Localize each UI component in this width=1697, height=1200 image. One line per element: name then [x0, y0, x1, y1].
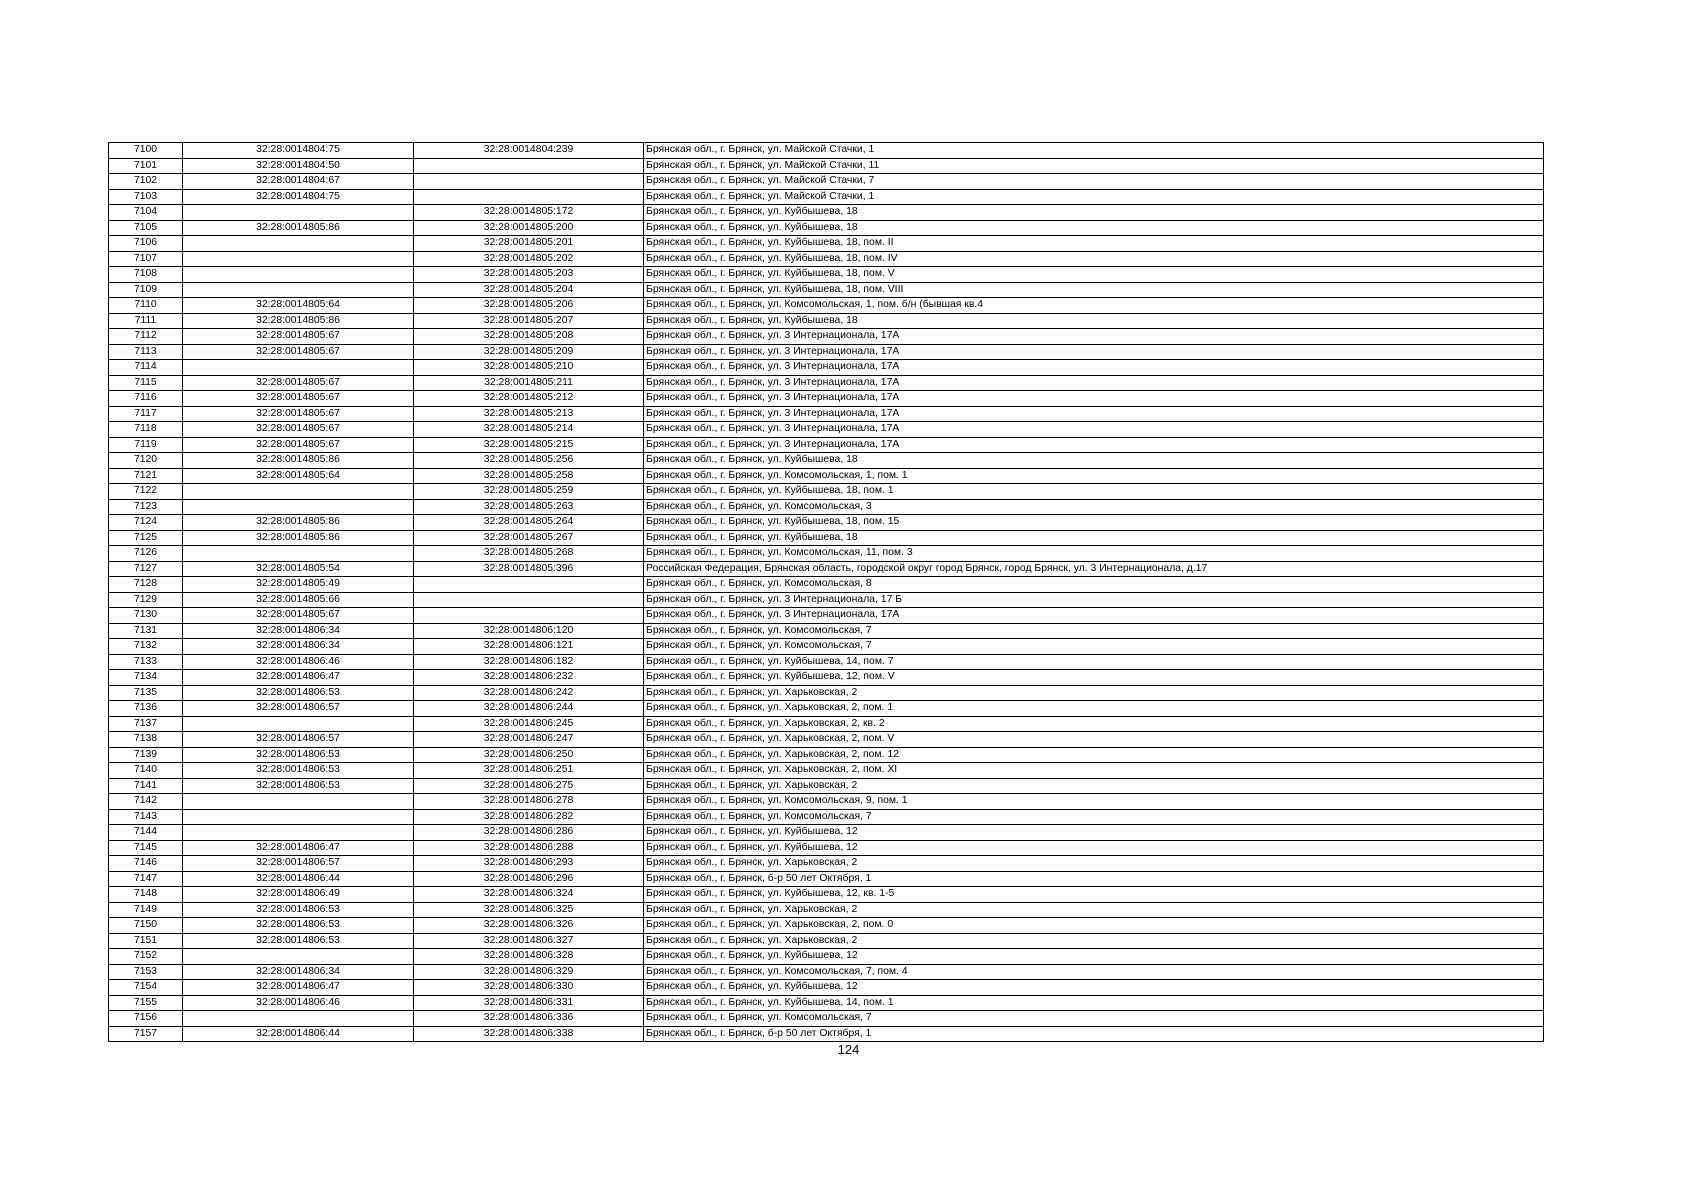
row-number-cell: 7100 [109, 143, 183, 159]
address-cell: Брянская обл., г. Брянск, ул. Комсомольская, 7, пом. 4 [644, 964, 1544, 980]
address-cell: Брянская обл., г. Брянск, ул. Куйбышева, 12, кв. 1-5 [644, 887, 1544, 903]
row-number-cell: 7137 [109, 716, 183, 732]
address-cell: Брянская обл., г. Брянск, ул. Комсомольская, 7 [644, 809, 1544, 825]
address-cell: Брянская обл., г. Брянск, ул. 3 Интернационала, 17А [644, 391, 1544, 407]
building-cadastral-cell: 32:28:0014805:215 [414, 437, 644, 453]
building-cadastral-cell: 32:28:0014805:210 [414, 360, 644, 376]
address-cell: Брянская обл., г. Брянск, ул. 3 Интернационала, 17А [644, 608, 1544, 624]
land-cadastral-cell: 32:28:0014805:86 [183, 530, 414, 546]
table-row [109, 794, 1544, 810]
land-cadastral-cell: 32:28:0014806:47 [183, 670, 414, 686]
row-number-cell: 7142 [109, 794, 183, 810]
land-cadastral-cell [183, 484, 414, 500]
table-row [109, 189, 1544, 205]
row-number-cell: 7130 [109, 608, 183, 624]
table-row [109, 933, 1544, 949]
table-row [109, 546, 1544, 562]
table-row [109, 1026, 1544, 1042]
land-cadastral-cell [183, 251, 414, 267]
register-table [108, 142, 1544, 1042]
address-cell: Брянская обл., г. Брянск, ул. Куйбышева, 18, пом. 1 [644, 484, 1544, 500]
land-cadastral-cell: 32:28:0014806:44 [183, 1026, 414, 1042]
row-number-cell: 7129 [109, 592, 183, 608]
address-cell: Брянская обл., г. Брянск, ул. Куйбышева, 18 [644, 453, 1544, 469]
building-cadastral-cell: 32:28:0014806:250 [414, 747, 644, 763]
address-cell: Российская Федерация, Брянская область, городской округ город Брянск, город Брянск, ул. 3 Интернационала, д.17 [644, 561, 1544, 577]
table-row [109, 515, 1544, 531]
row-number-cell: 7103 [109, 189, 183, 205]
address-cell: Брянская обл., г. Брянск, ул. Харьковская, 2 [644, 902, 1544, 918]
address-cell: Брянская обл., г. Брянск, ул. 3 Интернационала, 17А [644, 406, 1544, 422]
table-row [109, 205, 1544, 221]
building-cadastral-cell [414, 592, 644, 608]
address-cell: Брянская обл., г. Брянск, ул. Куйбышева, 12 [644, 980, 1544, 996]
row-number-cell: 7108 [109, 267, 183, 283]
land-cadastral-cell [183, 360, 414, 376]
building-cadastral-cell: 32:28:0014806:328 [414, 949, 644, 965]
row-number-cell: 7140 [109, 763, 183, 779]
address-cell: Брянская обл., г. Брянск, ул. Комсомольская, 3 [644, 499, 1544, 515]
row-number-cell: 7149 [109, 902, 183, 918]
row-number-cell: 7101 [109, 158, 183, 174]
row-number-cell: 7152 [109, 949, 183, 965]
land-cadastral-cell: 32:28:0014806:53 [183, 685, 414, 701]
building-cadastral-cell: 32:28:0014806:242 [414, 685, 644, 701]
address-cell: Брянская обл., г. Брянск, ул. Комсомольская, 9, пом. 1 [644, 794, 1544, 810]
row-number-cell: 7133 [109, 654, 183, 670]
row-number-cell: 7110 [109, 298, 183, 314]
address-cell: Брянская обл., г. Брянск, ул. Комсомольская, 11, пом. 3 [644, 546, 1544, 562]
table-row [109, 980, 1544, 996]
address-cell: Брянская обл., г. Брянск, ул. Куйбышева, 12, пом. V [644, 670, 1544, 686]
land-cadastral-cell: 32:28:0014805:86 [183, 515, 414, 531]
address-cell: Брянская обл., г. Брянск, ул. Майской Стачки, 1 [644, 143, 1544, 159]
table-row [109, 763, 1544, 779]
building-cadastral-cell [414, 608, 644, 624]
row-number-cell: 7143 [109, 809, 183, 825]
address-cell: Брянская обл., г. Брянск, б-р 50 лет Октября, 1 [644, 1026, 1544, 1042]
land-cadastral-cell: 32:28:0014806:53 [183, 763, 414, 779]
land-cadastral-cell [183, 282, 414, 298]
row-number-cell: 7151 [109, 933, 183, 949]
land-cadastral-cell: 32:28:0014804:75 [183, 143, 414, 159]
row-number-cell: 7119 [109, 437, 183, 453]
building-cadastral-cell: 32:28:0014806:293 [414, 856, 644, 872]
building-cadastral-cell: 32:28:0014805:212 [414, 391, 644, 407]
address-cell: Брянская обл., г. Брянск, ул. Майской Стачки, 7 [644, 174, 1544, 190]
address-cell: Брянская обл., г. Брянск, ул. Комсомольская, 7 [644, 1011, 1544, 1027]
table-row [109, 251, 1544, 267]
row-number-cell: 7113 [109, 344, 183, 360]
address-cell: Брянская обл., г. Брянск, ул. Майской Стачки, 1 [644, 189, 1544, 205]
land-cadastral-cell: 32:28:0014806:47 [183, 980, 414, 996]
address-cell: Брянская обл., г. Брянск, ул. Куйбышева, 18 [644, 205, 1544, 221]
building-cadastral-cell: 32:28:0014806:329 [414, 964, 644, 980]
address-cell: Брянская обл., г. Брянск, ул. Харьковская, 2 [644, 778, 1544, 794]
address-cell: Брянская обл., г. Брянск, б-р 50 лет Октября, 1 [644, 871, 1544, 887]
table-row [109, 453, 1544, 469]
row-number-cell: 7155 [109, 995, 183, 1011]
land-cadastral-cell [183, 205, 414, 221]
land-cadastral-cell: 32:28:0014804:67 [183, 174, 414, 190]
address-cell: Брянская обл., г. Брянск, ул. 3 Интернационала, 17А [644, 344, 1544, 360]
land-cadastral-cell: 32:28:0014805:67 [183, 391, 414, 407]
table-row [109, 825, 1544, 841]
table-row [109, 685, 1544, 701]
table-row [109, 995, 1544, 1011]
table-row [109, 716, 1544, 732]
table-row [109, 732, 1544, 748]
table-row [109, 902, 1544, 918]
table-row [109, 701, 1544, 717]
address-cell: Брянская обл., г. Брянск, ул. Куйбышева, 18, пом. IV [644, 251, 1544, 267]
land-cadastral-cell: 32:28:0014805:86 [183, 220, 414, 236]
building-cadastral-cell: 32:28:0014805:213 [414, 406, 644, 422]
row-number-cell: 7114 [109, 360, 183, 376]
land-cadastral-cell: 32:28:0014805:86 [183, 453, 414, 469]
address-cell: Брянская обл., г. Брянск, ул. 3 Интернационала, 17А [644, 437, 1544, 453]
building-cadastral-cell: 32:28:0014805:259 [414, 484, 644, 500]
land-cadastral-cell [183, 499, 414, 515]
row-number-cell: 7121 [109, 468, 183, 484]
address-cell: Брянская обл., г. Брянск, ул. Куйбышева, 14, пом. 7 [644, 654, 1544, 670]
address-cell: Брянская обл., г. Брянск, ул. 3 Интернационала, 17А [644, 329, 1544, 345]
building-cadastral-cell: 32:28:0014805:268 [414, 546, 644, 562]
row-number-cell: 7128 [109, 577, 183, 593]
register-table-body [109, 143, 1544, 1042]
address-cell: Брянская обл., г. Брянск, ул. Куйбышева, 12 [644, 840, 1544, 856]
land-cadastral-cell [183, 809, 414, 825]
table-row [109, 577, 1544, 593]
table-row [109, 561, 1544, 577]
building-cadastral-cell [414, 577, 644, 593]
row-number-cell: 7132 [109, 639, 183, 655]
table-row [109, 484, 1544, 500]
table-row [109, 856, 1544, 872]
land-cadastral-cell: 32:28:0014806:53 [183, 902, 414, 918]
address-cell: Брянская обл., г. Брянск, ул. Комсомольская, 8 [644, 577, 1544, 593]
address-cell: Брянская обл., г. Брянск, ул. Куйбышева, 18, пом. II [644, 236, 1544, 252]
table-row [109, 267, 1544, 283]
row-number-cell: 7131 [109, 623, 183, 639]
building-cadastral-cell: 32:28:0014805:209 [414, 344, 644, 360]
building-cadastral-cell: 32:28:0014806:251 [414, 763, 644, 779]
address-cell: Брянская обл., г. Брянск, ул. Куйбышева, 18 [644, 313, 1544, 329]
land-cadastral-cell: 32:28:0014806:57 [183, 732, 414, 748]
land-cadastral-cell: 32:28:0014805:67 [183, 406, 414, 422]
building-cadastral-cell: 32:28:0014804:239 [414, 143, 644, 159]
row-number-cell: 7127 [109, 561, 183, 577]
land-cadastral-cell: 32:28:0014805:67 [183, 375, 414, 391]
address-cell: Брянская обл., г. Брянск, ул. Харьковская, 2, пом. XI [644, 763, 1544, 779]
building-cadastral-cell: 32:28:0014805:258 [414, 468, 644, 484]
table-row [109, 608, 1544, 624]
table-row [109, 236, 1544, 252]
land-cadastral-cell [183, 236, 414, 252]
row-number-cell: 7122 [109, 484, 183, 500]
table-row [109, 530, 1544, 546]
building-cadastral-cell: 32:28:0014805:201 [414, 236, 644, 252]
row-number-cell: 7118 [109, 422, 183, 438]
land-cadastral-cell: 32:28:0014806:34 [183, 623, 414, 639]
table-row [109, 298, 1544, 314]
row-number-cell: 7135 [109, 685, 183, 701]
building-cadastral-cell: 32:28:0014806:232 [414, 670, 644, 686]
land-cadastral-cell: 32:28:0014805:67 [183, 437, 414, 453]
land-cadastral-cell: 32:28:0014805:66 [183, 592, 414, 608]
table-row [109, 313, 1544, 329]
building-cadastral-cell: 32:28:0014806:325 [414, 902, 644, 918]
row-number-cell: 7116 [109, 391, 183, 407]
table-row [109, 1011, 1544, 1027]
building-cadastral-cell: 32:28:0014806:327 [414, 933, 644, 949]
land-cadastral-cell: 32:28:0014805:67 [183, 608, 414, 624]
land-cadastral-cell: 32:28:0014806:46 [183, 995, 414, 1011]
table-row [109, 809, 1544, 825]
table-row [109, 639, 1544, 655]
address-cell: Брянская обл., г. Брянск, ул. Куйбышева, 18 [644, 530, 1544, 546]
building-cadastral-cell: 32:28:0014806:278 [414, 794, 644, 810]
land-cadastral-cell: 32:28:0014806:53 [183, 747, 414, 763]
land-cadastral-cell: 32:28:0014805:54 [183, 561, 414, 577]
building-cadastral-cell: 32:28:0014805:263 [414, 499, 644, 515]
row-number-cell: 7136 [109, 701, 183, 717]
row-number-cell: 7125 [109, 530, 183, 546]
building-cadastral-cell [414, 189, 644, 205]
building-cadastral-cell: 32:28:0014806:282 [414, 809, 644, 825]
address-cell: Брянская обл., г. Брянск, ул. Харьковская, 2 [644, 685, 1544, 701]
address-cell: Брянская обл., г. Брянск, ул. Куйбышева, 18, пом. VIII [644, 282, 1544, 298]
address-cell: Брянская обл., г. Брянск, ул. Харьковская, 2, пом. 0 [644, 918, 1544, 934]
address-cell: Брянская обл., г. Брянск, ул. Харьковская, 2 [644, 933, 1544, 949]
land-cadastral-cell: 32:28:0014806:49 [183, 887, 414, 903]
address-cell: Брянская обл., г. Брянск, ул. Куйбышева, 18, пом. 15 [644, 515, 1544, 531]
table-row [109, 329, 1544, 345]
table-row [109, 437, 1544, 453]
row-number-cell: 7124 [109, 515, 183, 531]
land-cadastral-cell [183, 267, 414, 283]
table-row [109, 282, 1544, 298]
address-cell: Брянская обл., г. Брянск, ул. 3 Интернационала, 17А [644, 422, 1544, 438]
row-number-cell: 7148 [109, 887, 183, 903]
land-cadastral-cell: 32:28:0014805:64 [183, 468, 414, 484]
land-cadastral-cell: 32:28:0014806:53 [183, 778, 414, 794]
address-cell: Брянская обл., г. Брянск, ул. Харьковская, 2, пом. V [644, 732, 1544, 748]
address-cell: Брянская обл., г. Брянск, ул. 3 Интернационала, 17А [644, 360, 1544, 376]
land-cadastral-cell: 32:28:0014805:67 [183, 422, 414, 438]
building-cadastral-cell: 32:28:0014805:264 [414, 515, 644, 531]
address-cell: Брянская обл., г. Брянск, ул. Комсомольская, 1, пом. б/н (бывшая кв.4 [644, 298, 1544, 314]
table-row [109, 747, 1544, 763]
building-cadastral-cell [414, 174, 644, 190]
land-cadastral-cell [183, 546, 414, 562]
table-row [109, 344, 1544, 360]
row-number-cell: 7146 [109, 856, 183, 872]
table-row [109, 670, 1544, 686]
address-cell: Брянская обл., г. Брянск, ул. Харьковская, 2, пом. 1 [644, 701, 1544, 717]
page-number: 124 [837, 1042, 860, 1057]
address-cell: Брянская обл., г. Брянск, ул. 3 Интернационала, 17 Б [644, 592, 1544, 608]
building-cadastral-cell: 32:28:0014805:207 [414, 313, 644, 329]
table-row [109, 871, 1544, 887]
building-cadastral-cell: 32:28:0014806:336 [414, 1011, 644, 1027]
land-cadastral-cell: 32:28:0014804:75 [183, 189, 414, 205]
building-cadastral-cell: 32:28:0014805:203 [414, 267, 644, 283]
row-number-cell: 7139 [109, 747, 183, 763]
building-cadastral-cell: 32:28:0014806:245 [414, 716, 644, 732]
building-cadastral-cell: 32:28:0014805:208 [414, 329, 644, 345]
land-cadastral-cell: 32:28:0014805:86 [183, 313, 414, 329]
row-number-cell: 7112 [109, 329, 183, 345]
land-cadastral-cell: 32:28:0014806:57 [183, 701, 414, 717]
table-row [109, 949, 1544, 965]
building-cadastral-cell: 32:28:0014806:296 [414, 871, 644, 887]
table-row [109, 143, 1544, 159]
table-row [109, 468, 1544, 484]
building-cadastral-cell: 32:28:0014805:214 [414, 422, 644, 438]
table-row [109, 778, 1544, 794]
building-cadastral-cell: 32:28:0014805:202 [414, 251, 644, 267]
row-number-cell: 7141 [109, 778, 183, 794]
table-row [109, 623, 1544, 639]
address-cell: Брянская обл., г. Брянск, ул. Куйбышева, 12 [644, 825, 1544, 841]
table-row [109, 918, 1544, 934]
land-cadastral-cell: 32:28:0014806:57 [183, 856, 414, 872]
land-cadastral-cell: 32:28:0014806:47 [183, 840, 414, 856]
building-cadastral-cell: 32:28:0014806:324 [414, 887, 644, 903]
table-row [109, 887, 1544, 903]
row-number-cell: 7106 [109, 236, 183, 252]
building-cadastral-cell: 32:28:0014806:247 [414, 732, 644, 748]
address-cell: Брянская обл., г. Брянск, ул. Харьковская, 2, пом. 12 [644, 747, 1544, 763]
table-row [109, 220, 1544, 236]
address-cell: Брянская обл., г. Брянск, ул. Куйбышева, 18, пом. V [644, 267, 1544, 283]
building-cadastral-cell: 32:28:0014805:267 [414, 530, 644, 546]
building-cadastral-cell [414, 158, 644, 174]
building-cadastral-cell: 32:28:0014805:256 [414, 453, 644, 469]
land-cadastral-cell: 32:28:0014806:46 [183, 654, 414, 670]
table-row [109, 840, 1544, 856]
row-number-cell: 7157 [109, 1026, 183, 1042]
row-number-cell: 7145 [109, 840, 183, 856]
row-number-cell: 7147 [109, 871, 183, 887]
address-cell: Брянская обл., г. Брянск, ул. Комсомольская, 1, пом. 1 [644, 468, 1544, 484]
address-cell: Брянская обл., г. Брянск, ул. Куйбышева, 12 [644, 949, 1544, 965]
address-cell: Брянская обл., г. Брянск, ул. Майской Стачки, 11 [644, 158, 1544, 174]
land-cadastral-cell: 32:28:0014805:67 [183, 329, 414, 345]
row-number-cell: 7107 [109, 251, 183, 267]
building-cadastral-cell: 32:28:0014806:121 [414, 639, 644, 655]
address-cell: Брянская обл., г. Брянск, ул. 3 Интернационала, 17А [644, 375, 1544, 391]
row-number-cell: 7126 [109, 546, 183, 562]
building-cadastral-cell: 32:28:0014806:286 [414, 825, 644, 841]
building-cadastral-cell: 32:28:0014805:204 [414, 282, 644, 298]
building-cadastral-cell: 32:28:0014806:244 [414, 701, 644, 717]
table-row [109, 964, 1544, 980]
building-cadastral-cell: 32:28:0014806:120 [414, 623, 644, 639]
land-cadastral-cell: 32:28:0014805:67 [183, 344, 414, 360]
building-cadastral-cell: 32:28:0014805:172 [414, 205, 644, 221]
table-row [109, 422, 1544, 438]
row-number-cell: 7144 [109, 825, 183, 841]
row-number-cell: 7153 [109, 964, 183, 980]
address-cell: Брянская обл., г. Брянск, ул. Харьковская, 2, кв. 2 [644, 716, 1544, 732]
building-cadastral-cell: 32:28:0014806:182 [414, 654, 644, 670]
row-number-cell: 7104 [109, 205, 183, 221]
land-cadastral-cell: 32:28:0014806:34 [183, 964, 414, 980]
land-cadastral-cell: 32:28:0014806:34 [183, 639, 414, 655]
land-cadastral-cell: 32:28:0014806:53 [183, 933, 414, 949]
land-cadastral-cell: 32:28:0014805:64 [183, 298, 414, 314]
table-row [109, 499, 1544, 515]
row-number-cell: 7102 [109, 174, 183, 190]
building-cadastral-cell: 32:28:0014805:211 [414, 375, 644, 391]
row-number-cell: 7111 [109, 313, 183, 329]
address-cell: Брянская обл., г. Брянск, ул. Куйбышева, 18 [644, 220, 1544, 236]
table-row [109, 592, 1544, 608]
row-number-cell: 7138 [109, 732, 183, 748]
table-row [109, 360, 1544, 376]
table-row [109, 375, 1544, 391]
building-cadastral-cell: 32:28:0014805:396 [414, 561, 644, 577]
row-number-cell: 7150 [109, 918, 183, 934]
building-cadastral-cell: 32:28:0014806:331 [414, 995, 644, 1011]
row-number-cell: 7156 [109, 1011, 183, 1027]
land-cadastral-cell [183, 794, 414, 810]
building-cadastral-cell: 32:28:0014806:338 [414, 1026, 644, 1042]
land-cadastral-cell [183, 1011, 414, 1027]
table-row [109, 158, 1544, 174]
row-number-cell: 7154 [109, 980, 183, 996]
land-cadastral-cell: 32:28:0014804:50 [183, 158, 414, 174]
land-cadastral-cell [183, 949, 414, 965]
land-cadastral-cell [183, 716, 414, 732]
row-number-cell: 7117 [109, 406, 183, 422]
row-number-cell: 7134 [109, 670, 183, 686]
land-cadastral-cell [183, 825, 414, 841]
address-cell: Брянская обл., г. Брянск, ул. Комсомольская, 7 [644, 623, 1544, 639]
building-cadastral-cell: 32:28:0014805:206 [414, 298, 644, 314]
row-number-cell: 7123 [109, 499, 183, 515]
row-number-cell: 7109 [109, 282, 183, 298]
building-cadastral-cell: 32:28:0014806:326 [414, 918, 644, 934]
building-cadastral-cell: 32:28:0014806:330 [414, 980, 644, 996]
address-cell: Брянская обл., г. Брянск, ул. Комсомольская, 7 [644, 639, 1544, 655]
building-cadastral-cell: 32:28:0014806:288 [414, 840, 644, 856]
address-cell: Брянская обл., г. Брянск, ул. Харьковская, 2 [644, 856, 1544, 872]
table-row [109, 174, 1544, 190]
land-cadastral-cell: 32:28:0014806:44 [183, 871, 414, 887]
land-cadastral-cell: 32:28:0014805:49 [183, 577, 414, 593]
building-cadastral-cell: 32:28:0014806:275 [414, 778, 644, 794]
table-row [109, 654, 1544, 670]
building-cadastral-cell: 32:28:0014805:200 [414, 220, 644, 236]
row-number-cell: 7120 [109, 453, 183, 469]
address-cell: Брянская обл., г. Брянск, ул. Куйбышева, 14, пом. 1 [644, 995, 1544, 1011]
land-cadastral-cell: 32:28:0014806:53 [183, 918, 414, 934]
row-number-cell: 7105 [109, 220, 183, 236]
row-number-cell: 7115 [109, 375, 183, 391]
table-row [109, 391, 1544, 407]
table-row [109, 406, 1544, 422]
